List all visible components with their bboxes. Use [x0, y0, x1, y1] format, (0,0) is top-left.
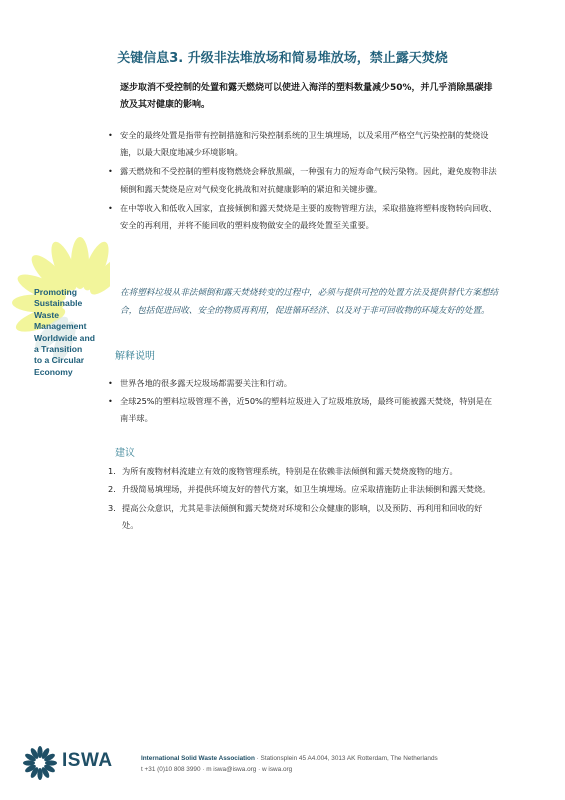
highlight-quote: 在将塑料垃圾从非法倾倒和露天焚烧转变的过程中，必须与提供可控的处置方法及提供替代方案想结合，包括促进回收、安全的物质再利用，促进循环经济、以及对于非可回收物的环境友好的处置。: [120, 288, 499, 316]
explanation-list: [108, 375, 498, 427]
list-item: • 世界各地的很多露天垃圾场都需要关注和行动。: [108, 375, 498, 392]
iswa-logo-icon: [22, 745, 58, 781]
page-title: 关键信息3. 升级非法堆放场和简易堆放场，禁止露天焚烧: [117, 51, 448, 66]
footer-contact: t +31 (0)10 808 3990 · m iswa@iswa.org · w iswa.org: [141, 766, 293, 773]
footer-address: International Solid Waste Association · Stationsplein 45 A4.004, 3013 AK Rotterdam, The Netherlands: [141, 755, 438, 762]
iswa-logo-text: ISWA: [62, 750, 113, 771]
list-item: 3. 提高公众意识，尤其是非法倾倒和露天焚烧对环境和公众健康的影响，以及预防、再利用和回收的好处。: [108, 502, 483, 530]
list-item: 2. 升级简易填埋场，并提供环境友好的替代方案，如卫生填埋场。应采取措施防止非法倾倒和露天焚烧。: [108, 484, 491, 495]
sidebar-slogan: Promoting Sustainable Waste Management Worldwide and a Transition to a Circular Economy: [34, 287, 95, 377]
list-item: • 在中等收入和低收入国家，直接倾倒和露天焚烧是主要的废物管理方法，采取措施将塑料废物转向回收、安全的再利用，并将不能回收的塑料废物做安全的最终处置至关重要。: [108, 200, 498, 234]
lead-paragraph: 逐步取消不受控制的处置和露天燃烧可以使进入海洋的塑料数量减少50%，并几乎消除黑碳排放及其对健康的影响。: [120, 83, 493, 110]
key-points-list: [108, 127, 498, 236]
list-item: 1. 为所有废物材料流建立有效的废物管理系统，特别是在依赖非法倾倒和露天焚烧废物的地方。: [108, 466, 458, 476]
list-item: • 安全的最终处置是指带有控制措施和污染控制系统的卫生填埋场，以及采用严格空气污染控制的焚烧设施，以最大限度地减少环境影响。: [108, 127, 498, 161]
explanation-heading: 解释说明: [115, 351, 155, 362]
recommendations-heading: 建议: [115, 448, 135, 459]
list-item: • 全球25%的塑料垃圾管理不善，近50%的塑料垃圾进入了垃圾堆放场，最终可能被露天焚烧，特别是在南半球。: [108, 393, 498, 427]
list-item: • 露天燃烧和不受控制的塑料废物燃烧会释放黑碳，一种强有力的短寿命气候污染物。因此，避免废物非法倾倒和露天焚烧是应对气候变化挑战和对抗健康影响的紧迫和关键步骤。: [108, 163, 498, 197]
recommendations-list: [108, 463, 498, 535]
